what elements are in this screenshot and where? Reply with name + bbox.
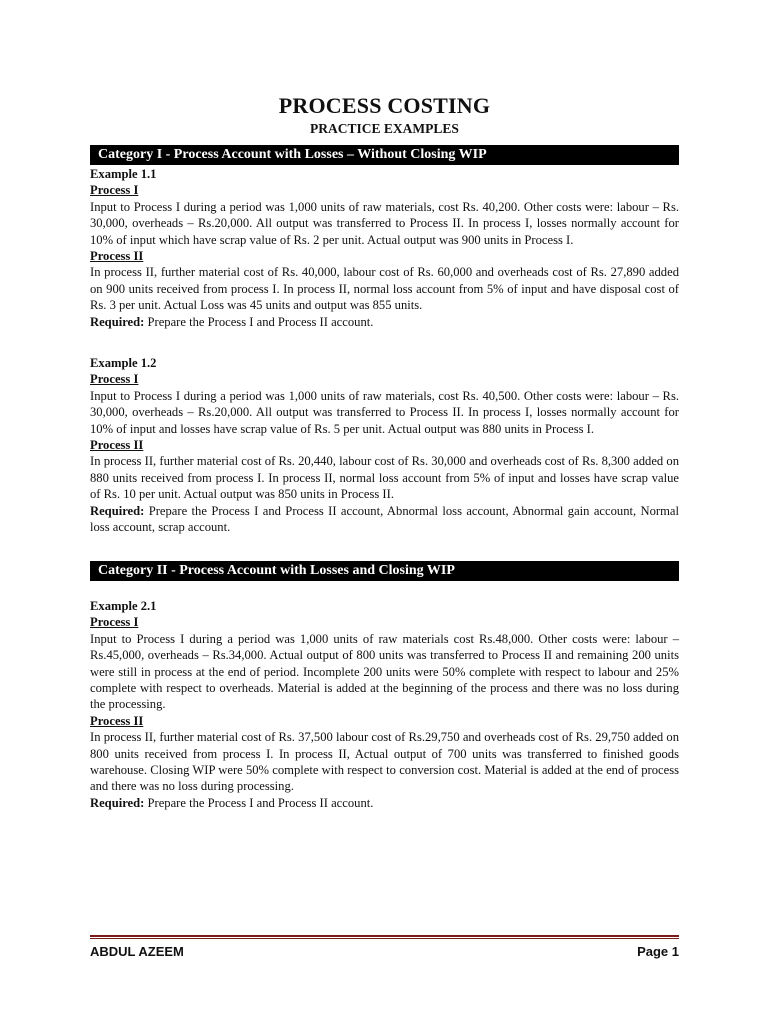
required-label: Required:	[90, 503, 145, 518]
example-2-1	[90, 598, 679, 811]
page-subtitle: PRACTICE EXAMPLES	[310, 121, 459, 136]
page-title: PROCESS COSTING	[278, 93, 491, 118]
process-2-title: Process II	[90, 713, 144, 728]
category-1-heading: Category I - Process Account with Losses – Without Closing WIP	[90, 145, 679, 165]
process-1-title: Process I	[90, 372, 139, 387]
example-1-1	[90, 166, 679, 330]
required-label: Required:	[90, 795, 145, 810]
process-2-title: Process II	[90, 438, 144, 453]
required-text: Prepare the Process I and Process II account.	[144, 314, 374, 329]
process-1-title: Process I	[90, 183, 139, 198]
example-1-2	[90, 355, 679, 535]
process-1-text: Input to Process I during a period was 1,000 units of raw materials cost Rs.48,000. Other costs were: labour – Rs.45,000, overheads – Rs.34,000. Actual output of 800 units was transferred to Process II and remaining 200 units were still in process at the end of period. Incomplete 200 units were 50% complete with respect to labour and 25% complete with respect to overheads. Material is added at the beginning of the process and there was no loss during the processing.	[90, 631, 679, 712]
footer-page-number: Page 1	[637, 944, 679, 959]
process-1-text: Input to Process I during a period was 1,000 units of raw materials, cost Rs. 40,200. Other costs were: labour – Rs. 30,000, overheads – Rs.20,000. All output was transferred to Process II. In process I, losses normally account for 10% of input which have scrap value of Rs. 2 per unit. Actual output was 900 units in Process I.	[90, 199, 679, 247]
category-2-heading: Category II - Process Account with Losses and Closing WIP	[90, 561, 679, 581]
required-text: Prepare the Process I and Process II account, Abnormal loss account, Abnormal gain account, Normal loss account, scrap account.	[90, 503, 679, 535]
required-text: Prepare the Process I and Process II account.	[144, 795, 374, 810]
footer-rule-thin	[90, 938, 679, 939]
example-title: Example 1.1	[90, 167, 157, 181]
process-2-title: Process II	[90, 249, 144, 264]
process-2-text: In process II, further material cost of Rs. 40,000, labour cost of Rs. 60,000 and overheads cost of Rs. 27,890 added on 900 units received from process I. In process II, normal loss account from 5% of input and have disposal cost of Rs. 3 per unit. Actual Loss was 45 units and output was 855 units.	[90, 265, 679, 313]
process-2-text: In process II, further material cost of Rs. 37,500 labour cost of Rs.29,750 and overheads cost of Rs. 29,750 added on 800 units received from process I. In process II, Actual output of 700 units was transferred to finished goods warehouse. Closing WIP were 50% complete with respect to conversion cost. Material is added at the end of process and there was no loss during processing.	[90, 730, 679, 794]
required-line	[90, 503, 679, 536]
process-1-text: Input to Process I during a period was 1,000 units of raw materials, cost Rs. 40,500. Other costs were: labour – Rs. 30,000, overheads – Rs.20,000. All output was transferred to Process II. In process I, losses normally account for 10% of input and losses have scrap value of Rs. 5 per unit. Actual output was 880 units in Process I.	[90, 388, 679, 436]
required-line	[90, 795, 679, 811]
footer-author: ABDUL AZEEM	[90, 944, 184, 959]
example-title: Example 1.2	[90, 356, 157, 370]
required-line	[90, 314, 679, 330]
example-title: Example 2.1	[90, 599, 157, 613]
required-label: Required:	[90, 314, 145, 329]
footer-rule	[90, 935, 679, 937]
process-1-title: Process I	[90, 615, 139, 630]
process-2-text: In process II, further material cost of Rs. 20,440, labour cost of Rs. 30,000 and overheads cost of Rs. 8,300 added on 880 units received from process I. In process II, normal loss account from 5% of input and losses have scrap value of Rs. 10 per unit. Actual output was 850 units in Process II.	[90, 454, 679, 502]
